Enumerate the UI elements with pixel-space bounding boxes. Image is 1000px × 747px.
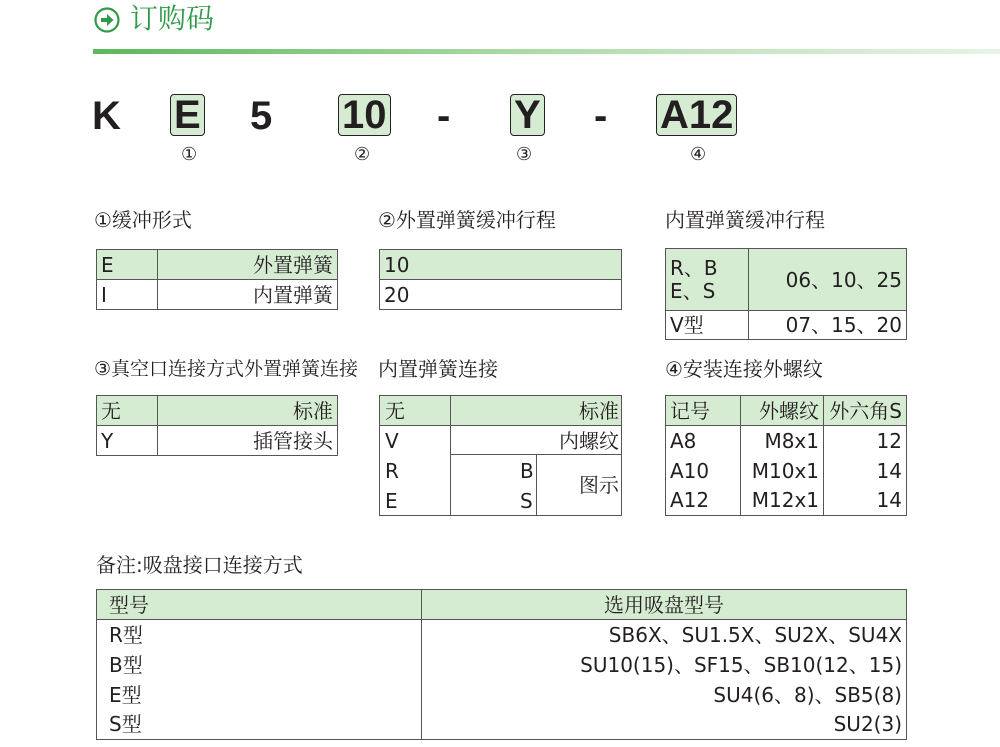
table-cell: SU2(3) [422,710,907,740]
sec6-title: ④安装连接外螺纹 [665,357,823,381]
table-cell: M8x1 [741,426,824,456]
table-cell: 12 [824,426,907,456]
table-cell: R型 [97,620,422,650]
sec4-title: ③真空口连接方式外置弹簧连接 [94,358,359,380]
table-cell: 标准 [579,399,619,423]
table-cell: SU4(6、8)、SB5(8) [422,680,907,710]
code-part-thread: A12 [656,94,737,136]
table-cell: S型 [97,710,422,740]
table-cell: 图示 [579,473,619,497]
code-part-5: 5 [250,94,273,138]
inner-stroke-table [665,248,907,340]
table-cell: V型 [666,311,749,340]
table-cell: 06、10、25 [749,249,907,311]
table-cell: E型 [97,680,422,710]
table-cell: V [385,429,399,453]
table-cell: Y [97,426,158,456]
code-marker-3: ③ [516,144,533,165]
vacuum-port-table [96,395,338,456]
table-cell: 无 [385,399,405,423]
page-title: 订购码 [130,2,215,35]
table-cell: R、B E、S [666,249,749,311]
sec1-title: ①缓冲形式 [94,208,192,232]
cup-model-table [96,589,907,740]
sec5-title: 内置弹簧连接 [378,357,498,381]
code-marker-4: ④ [690,144,707,165]
code-dash-1: - [437,94,451,138]
sec2-title: ②外置弹簧缓冲行程 [378,208,556,232]
code-marker-2: ② [354,144,371,165]
table-cell: A10 [666,456,741,486]
table-cell: A12 [666,486,741,516]
header-divider [93,49,1000,54]
table-cell: SB6X、SU1.5X、SU2X、SU4X [422,620,907,650]
table-cell: M12x1 [741,486,824,516]
table-cell: S [520,489,533,513]
table-header: 外螺纹 [741,396,824,426]
code-part-connect: Y [510,94,545,136]
inner-connect-table [379,395,622,516]
table-cell: E [97,250,158,280]
table-cell: 内螺纹 [559,429,619,453]
arrow-right-circle-icon [94,7,120,33]
table-cell: 14 [824,456,907,486]
note-title: 备注:吸盘接口连接方式 [96,553,303,577]
code-marker-1: ① [181,144,198,165]
table-cell: 插管接头 [158,426,338,456]
buffer-type-table [96,249,338,310]
code-part-k: K [92,94,121,138]
table-header: 外六角S [824,396,907,426]
table-cell: M10x1 [741,456,824,486]
outer-stroke-table [379,249,622,310]
code-part-stroke: 10 [338,94,391,136]
table-cell: A8 [666,426,741,456]
code-dash-2: - [594,94,608,138]
table-cell: 无 [97,396,158,426]
table-cell: 标准 [158,396,338,426]
table-cell: B [520,459,534,483]
table-cell: 外置弹簧 [158,250,338,280]
table-cell: 14 [824,486,907,516]
table-cell: SU10(15)、SF15、SB10(12、15) [422,650,907,680]
code-part-buffer: E [170,94,205,136]
table-header: 记号 [666,396,741,426]
table-cell: 20 [380,280,622,310]
table-header: 选用吸盘型号 [422,590,907,620]
table-cell: 10 [380,250,622,280]
table-cell: 07、15、20 [749,311,907,340]
table-header: 型号 [97,590,422,620]
table-cell: B型 [97,650,422,680]
sec3-title: 内置弹簧缓冲行程 [665,208,825,232]
mount-thread-table [665,395,907,516]
table-cell: I [97,280,158,310]
table-cell: 内置弹簧 [158,280,338,310]
table-cell: E [385,489,398,513]
table-cell: R [385,459,399,483]
